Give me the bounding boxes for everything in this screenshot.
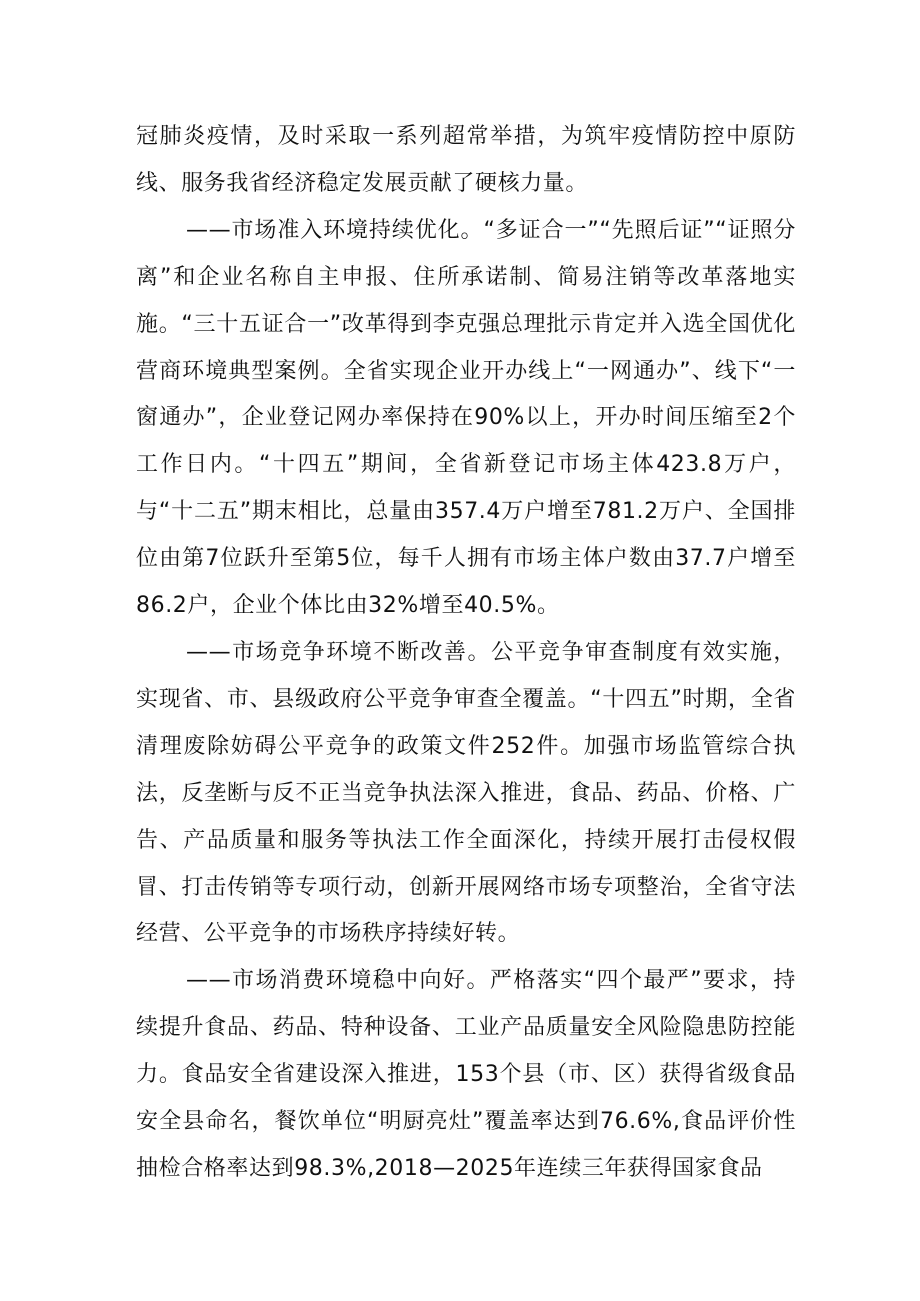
paragraph-market-consumption: ——市场消费环境稳中向好。严格落实“四个最严”要求，持续提升食品、药品、特种设备、工业产品质量安全风险隐患防控能力。食品安全省建设深入推进，153个县（市、区）获得省级食品安全县命名，餐饮单位“明厨亮灶”覆盖率达到76.6%,食品评价性抽检合格率达到98.3%,2018—2025年连续三年获得国家食品 xyxy=(136,968,796,1181)
document-body xyxy=(136,114,796,1193)
paragraph-market-access: ——市场准入环境持续优化。“多证合一”“先照后证”“证照分离”和企业名称自主申报、住所承诺制、简易注销等改革落地实施。“三十五证合一”改革得到李克强总理批示肯定并入选全国优化营商环境典型案例。全省实现企业开办线上“一网通办”、线下“一窗通办”，企业登记网办率保持在90%以上，开办时间压缩至2个工作日内。“十四五”期间，全省新登记市场主体423.8万户，与“十二五”期末相比，总量由357.4万户增至781.2万户、全国排位由第7位跃升至第5位，每千人拥有市场主体户数由37.7户增至86.2户，企业个体比由32%增至40.5%。 xyxy=(136,217,796,619)
paragraph-market-competition: ——市场竞争环境不断改善。公平竞争审查制度有效实施，实现省、市、县级政府公平竞争审查全覆盖。“十四五”时期，全省清理废除妨碍公平竞争的政策文件252件。加强市场监管综合执法，反垄断与反不正当竞争执法深入推进，食品、药品、价格、广告、产品质量和服务等执法工作全面深化，持续开展打击侵权假冒、打击传销等专项行动，创新开展网络市场专项整治，全省守法经营、公平竞争的市场秩序持续好转。 xyxy=(136,639,796,947)
paragraph-continuation: 冠肺炎疫情，及时采取一系列超常举措，为筑牢疫情防控中原防线、服务我省经济稳定发展贡献了硬核力量。 xyxy=(136,124,796,196)
